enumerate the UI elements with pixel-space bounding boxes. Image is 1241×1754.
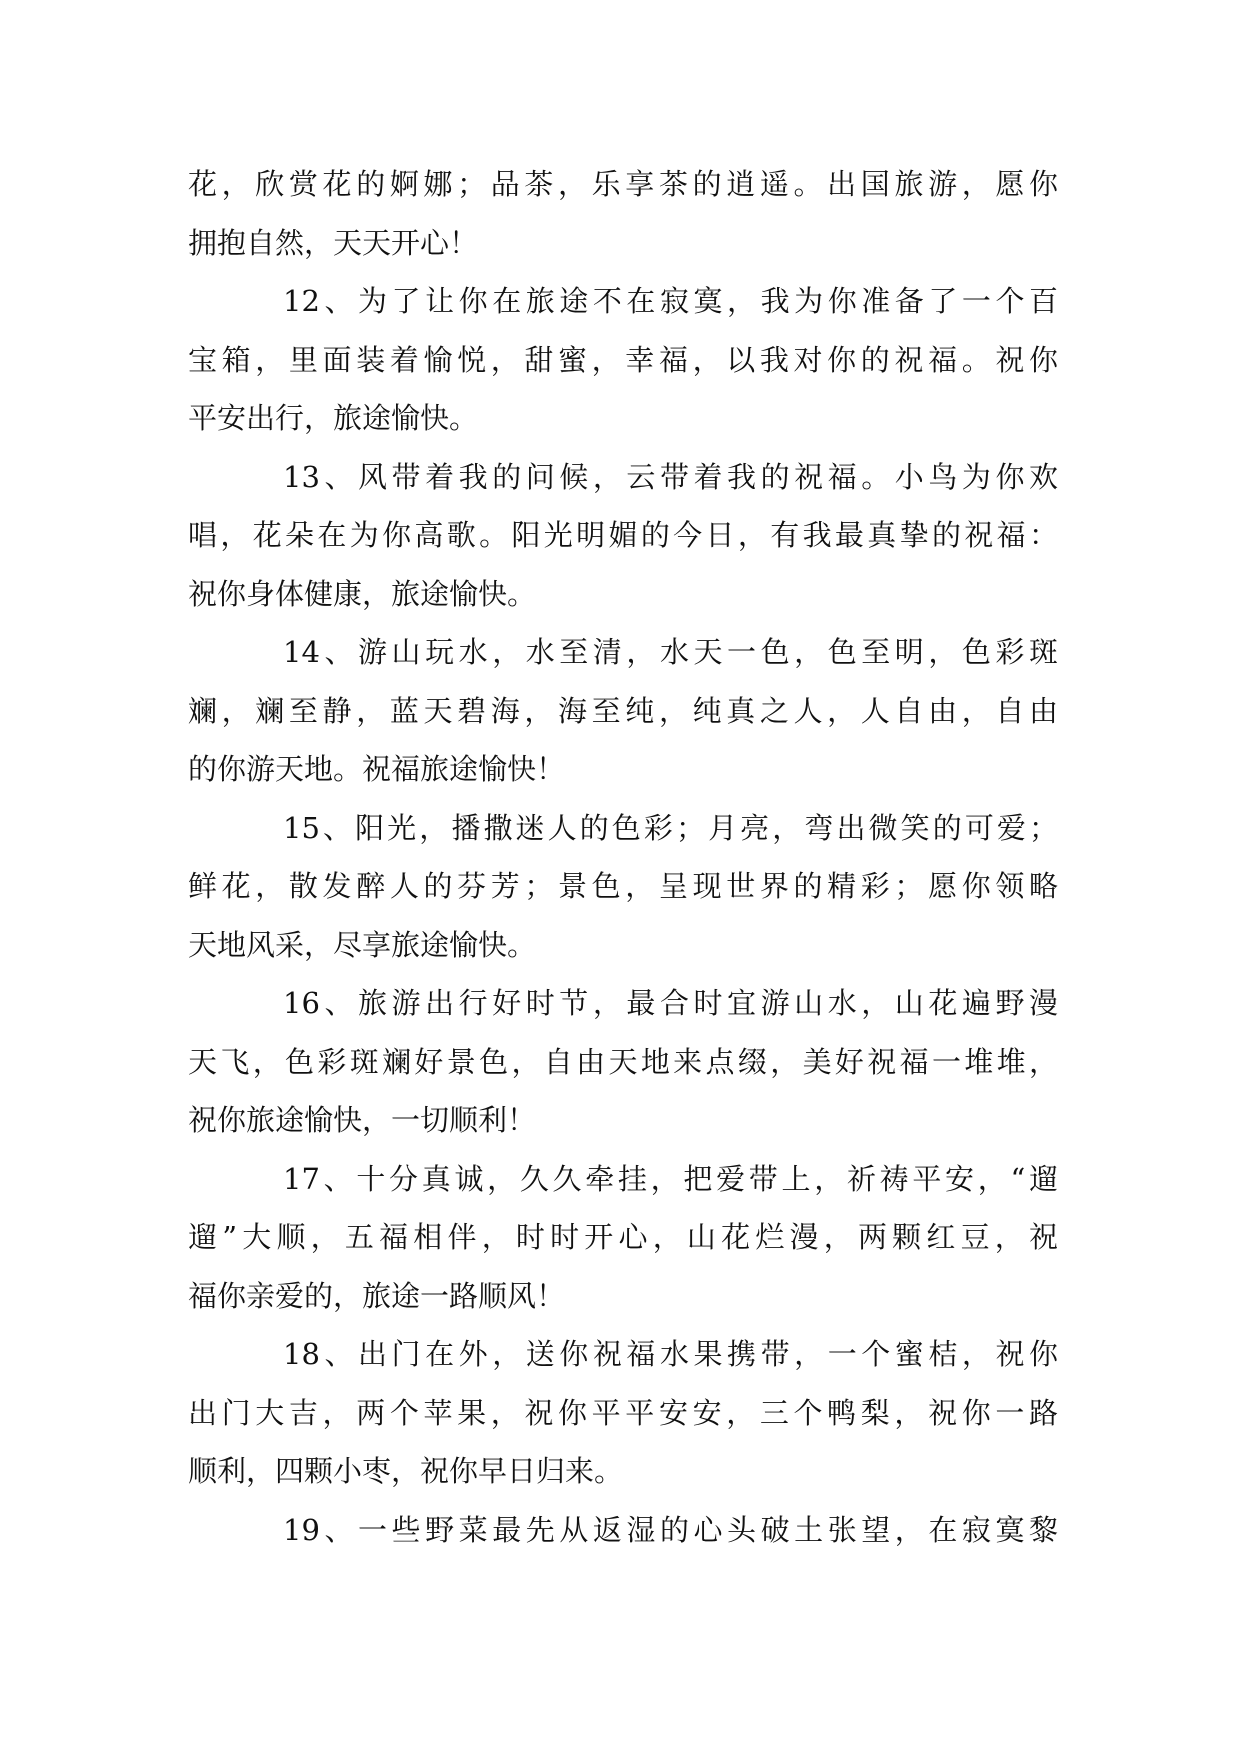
text-line: 19、一些野菜最先从返湿的心头破土张望，在寂寞黎 <box>283 1512 1058 1547</box>
text-line: 17、十分真诚，久久牵挂，把爱带上，祈祷平安，“遛 <box>283 1161 1058 1196</box>
text-line: 斓，斓至静，蓝天碧海，海至纯，纯真之人，人自由，自由 <box>188 693 1058 728</box>
text-line: 宝箱，里面装着愉悦，甜蜜，幸福，以我对你的祝福。祝你 <box>188 342 1058 377</box>
text-line: 18、出门在外，送你祝福水果携带，一个蜜桔，祝你 <box>283 1337 1058 1371</box>
body-text <box>188 155 1058 1559</box>
text-line: 唱，花朵在为你高歌。阳光明媚的今日，有我最真挚的祝福： <box>188 518 1058 552</box>
text-line: 祝你身体健康，旅途愉快。 <box>188 576 537 611</box>
text-line: 天地风采，尽享旅途愉快。 <box>188 927 537 962</box>
text-line: 的你游天地。祝福旅途愉快！ <box>188 752 566 786</box>
text-line: 福你亲爱的，旅途一路顺风！ <box>188 1278 566 1313</box>
text-line: 16、旅游出行好时节，最合时宜游山水，山花遍野漫 <box>283 986 1058 1020</box>
text-line: 祝你旅途愉快，一切顺利！ <box>188 1103 537 1137</box>
text-line: 15、阳光，播撒迷人的色彩；月亮，弯出微笑的可爱； <box>283 810 1058 845</box>
text-line: 13、风带着我的问候，云带着我的祝福。小鸟为你欢 <box>283 459 1058 494</box>
text-line: 天飞，色彩斑斓好景色，自由天地来点缀，美好祝福一堆堆， <box>188 1044 1058 1079</box>
text-line: 出门大吉，两个苹果，祝你平平安安，三个鸭梨，祝你一路 <box>188 1395 1058 1430</box>
text-line: 花，欣赏花的婀娜；品茶，乐享茶的逍遥。出国旅游，愿你 <box>188 167 1058 201</box>
text-line: 拥抱自然，天天开心！ <box>188 225 479 260</box>
text-line: 平安出行，旅途愉快。 <box>188 401 479 435</box>
text-line: 遛”大顺，五福相伴，时时开心，山花烂漫，两颗红豆，祝 <box>188 1220 1058 1254</box>
text-line: 12、为了让你在旅途不在寂寞，我为你准备了一个百 <box>283 284 1058 318</box>
text-line: 顺利，四颗小枣，祝你早日归来。 <box>188 1454 624 1488</box>
text-line: 14、游山玩水，水至清，水天一色，色至明，色彩斑 <box>283 635 1058 669</box>
text-line: 鲜花，散发醉人的芬芳；景色，呈现世界的精彩；愿你领略 <box>188 869 1058 903</box>
